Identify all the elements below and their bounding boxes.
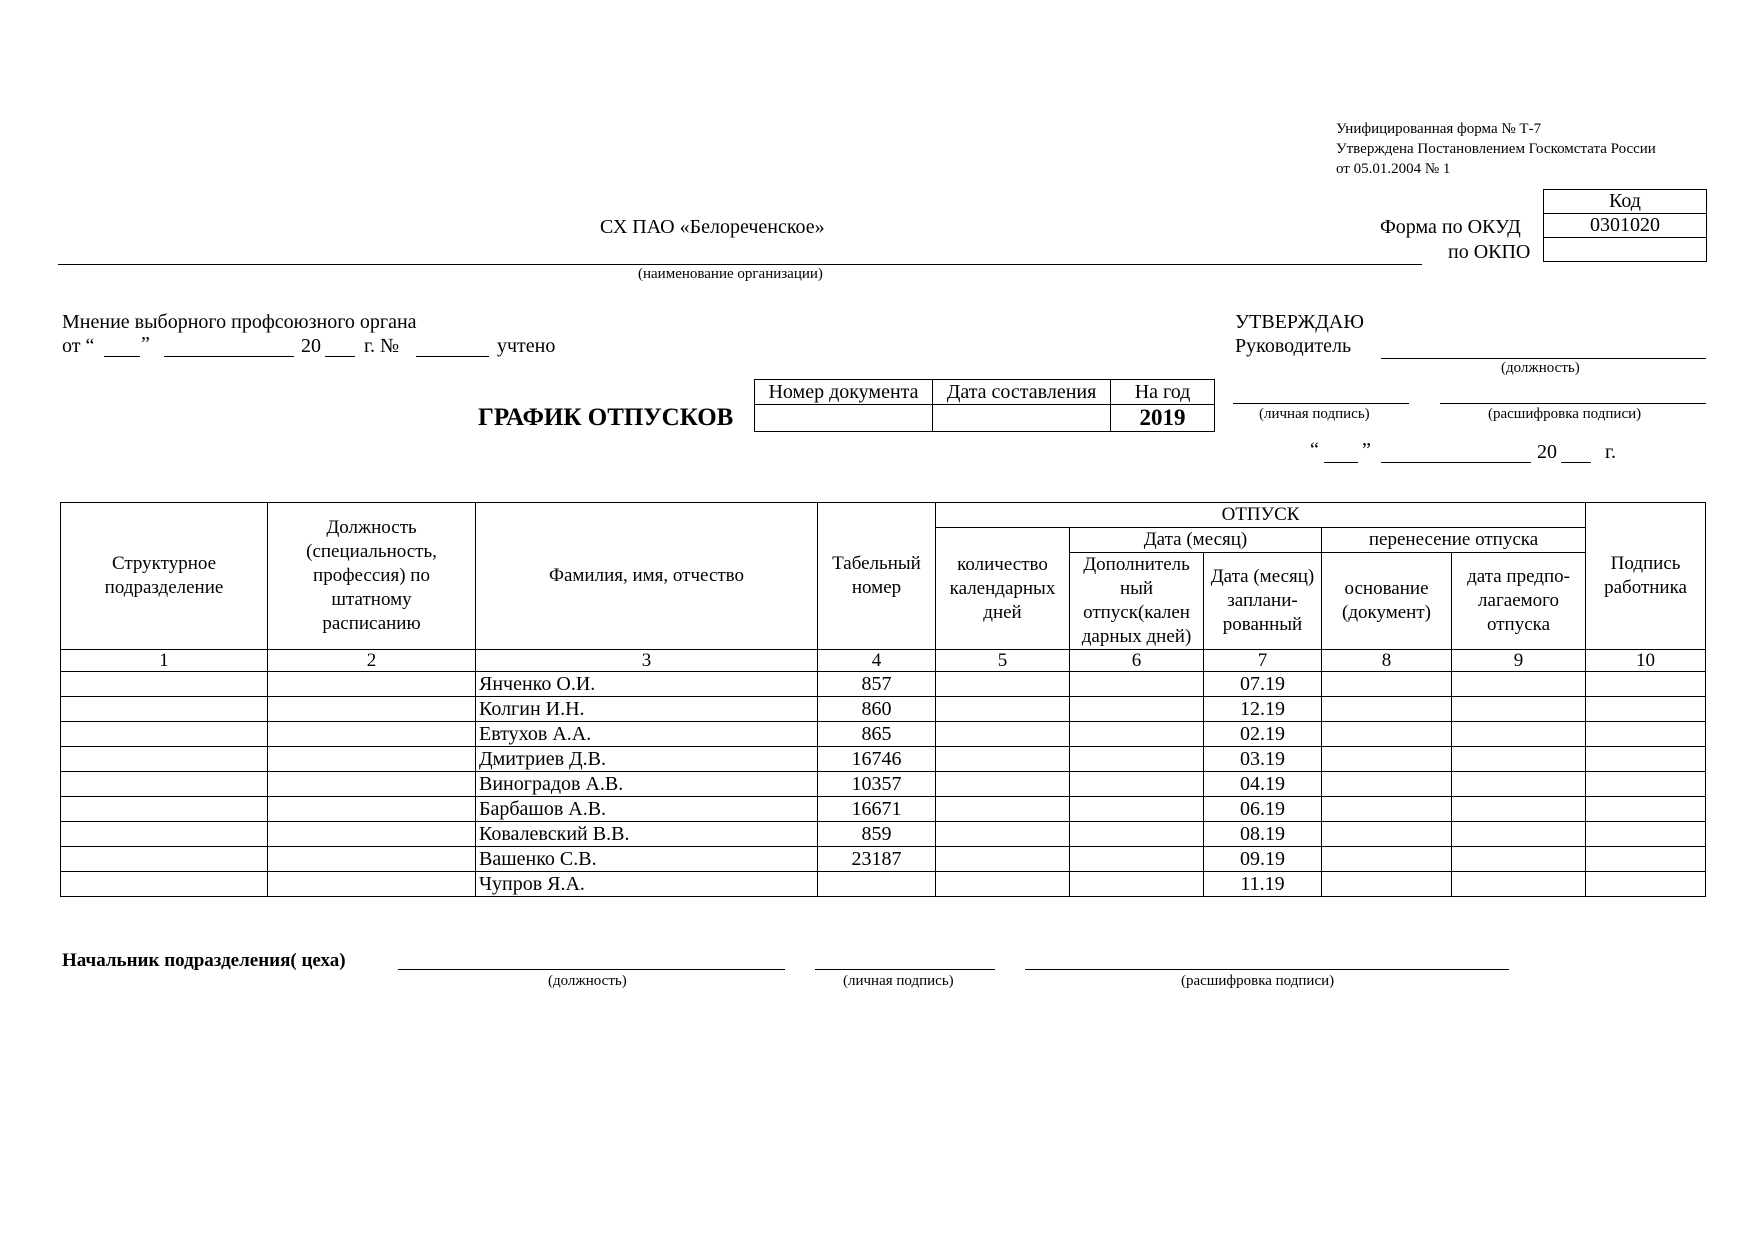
footer-decoding-caption: (расшифровка подписи) bbox=[1181, 973, 1335, 989]
cell-days bbox=[936, 772, 1070, 797]
document-header-table bbox=[754, 379, 1215, 432]
cell-reason bbox=[1322, 797, 1452, 822]
cell-reason bbox=[1322, 772, 1452, 797]
okpo-value bbox=[1544, 238, 1707, 262]
union-year-suffix: г. № bbox=[364, 335, 400, 357]
cell-planned: 09.19 bbox=[1204, 847, 1322, 872]
cell-tab-number: 23187 bbox=[818, 847, 936, 872]
doc-year-header: На год bbox=[1111, 380, 1215, 405]
table-row bbox=[61, 747, 1706, 772]
approval-year-line bbox=[1561, 462, 1591, 463]
cell-unit bbox=[61, 672, 268, 697]
cell-reason bbox=[1322, 847, 1452, 872]
cell-tab-number: 865 bbox=[818, 722, 936, 747]
approval-day-line bbox=[1324, 462, 1358, 463]
column-number: 9 bbox=[1452, 650, 1586, 672]
cell-fio: Янченко О.И. bbox=[476, 672, 818, 697]
cell-planned: 08.19 bbox=[1204, 822, 1322, 847]
cell-tab-number: 16671 bbox=[818, 797, 936, 822]
approval-title: УТВЕРЖДАЮ bbox=[1235, 311, 1364, 333]
cell-fio: Вашенко С.В. bbox=[476, 847, 818, 872]
cell-expected-date bbox=[1452, 872, 1586, 897]
cell-additional bbox=[1070, 672, 1204, 697]
cell-signature bbox=[1586, 822, 1706, 847]
column-number: 3 bbox=[476, 650, 818, 672]
doc-year-value: 2019 bbox=[1111, 405, 1215, 432]
form-header-line2: Утверждена Постановлением Госкомстата России bbox=[1336, 141, 1656, 157]
table-row bbox=[61, 797, 1706, 822]
footer-signature-line bbox=[815, 969, 995, 970]
cell-signature bbox=[1586, 772, 1706, 797]
cell-reason bbox=[1322, 672, 1452, 697]
union-number-line bbox=[416, 356, 489, 357]
column-number: 6 bbox=[1070, 650, 1204, 672]
footer-signature-caption: (личная подпись) bbox=[843, 973, 954, 989]
union-opinion-from: от “ bbox=[62, 335, 95, 357]
union-year-prefix: 20 bbox=[301, 335, 321, 357]
form-header bbox=[1336, 119, 1656, 179]
header-reason: основание (документ) bbox=[1322, 553, 1452, 650]
cell-fio: Ковалевский В.В. bbox=[476, 822, 818, 847]
header-vacation: ОТПУСК bbox=[936, 503, 1586, 528]
column-number: 4 bbox=[818, 650, 936, 672]
okpo-label: по ОКПО bbox=[1448, 241, 1531, 263]
doc-date-header: Дата составления bbox=[933, 380, 1111, 405]
header-signature: Подпись работника bbox=[1586, 503, 1706, 650]
cell-days bbox=[936, 722, 1070, 747]
approval-position-line bbox=[1381, 358, 1706, 359]
approval-year-suffix: г. bbox=[1605, 441, 1616, 463]
cell-tab-number: 860 bbox=[818, 697, 936, 722]
cell-signature bbox=[1586, 872, 1706, 897]
approval-head: Руководитель bbox=[1235, 335, 1352, 357]
cell-expected-date bbox=[1452, 747, 1586, 772]
cell-fio: Чупров Я.А. bbox=[476, 872, 818, 897]
cell-days bbox=[936, 797, 1070, 822]
cell-unit bbox=[61, 747, 268, 772]
cell-additional bbox=[1070, 747, 1204, 772]
cell-position bbox=[268, 772, 476, 797]
header-expected-date: дата предпо-лагаемого отпуска bbox=[1452, 553, 1586, 650]
cell-signature bbox=[1586, 672, 1706, 697]
cell-tab-number: 16746 bbox=[818, 747, 936, 772]
cell-expected-date bbox=[1452, 772, 1586, 797]
codes-table bbox=[1543, 189, 1707, 262]
cell-signature bbox=[1586, 697, 1706, 722]
header-position: Должность (специальность, профессия) по штатному расписанию bbox=[268, 503, 476, 650]
cell-fio: Виноградов А.В. bbox=[476, 772, 818, 797]
cell-additional bbox=[1070, 872, 1204, 897]
cell-reason bbox=[1322, 747, 1452, 772]
doc-number-header: Номер документа bbox=[755, 380, 933, 405]
cell-reason bbox=[1322, 822, 1452, 847]
cell-expected-date bbox=[1452, 672, 1586, 697]
column-number: 5 bbox=[936, 650, 1070, 672]
table-row bbox=[61, 697, 1706, 722]
union-month-line bbox=[164, 356, 294, 357]
union-opinion-title: Мнение выборного профсоюзного органа bbox=[62, 311, 417, 333]
okud-label: Форма по ОКУД bbox=[1380, 216, 1521, 238]
footer-position-line bbox=[398, 969, 785, 970]
cell-fio: Евтухов А.А. bbox=[476, 722, 818, 747]
cell-expected-date bbox=[1452, 697, 1586, 722]
cell-position bbox=[268, 747, 476, 772]
cell-reason bbox=[1322, 872, 1452, 897]
cell-unit bbox=[61, 872, 268, 897]
cell-unit bbox=[61, 772, 268, 797]
table-row bbox=[61, 672, 1706, 697]
cell-position bbox=[268, 672, 476, 697]
union-accounted: учтено bbox=[497, 335, 556, 357]
cell-planned: 11.19 bbox=[1204, 872, 1322, 897]
organization-name: СХ ПАО «Белореченское» bbox=[600, 216, 825, 238]
cell-additional bbox=[1070, 847, 1204, 872]
header-tab-number: Табельный номер bbox=[818, 503, 936, 650]
footer-label: Начальник подразделения( цеха) bbox=[62, 950, 346, 971]
cell-fio: Барбашов А.В. bbox=[476, 797, 818, 822]
cell-signature bbox=[1586, 797, 1706, 822]
footer-position-caption: (должность) bbox=[548, 973, 627, 989]
cell-planned: 03.19 bbox=[1204, 747, 1322, 772]
cell-position bbox=[268, 847, 476, 872]
cell-tab-number: 10357 bbox=[818, 772, 936, 797]
header-unit: Структурное подразделение bbox=[61, 503, 268, 650]
column-numbers-row bbox=[61, 650, 1706, 672]
cell-reason bbox=[1322, 697, 1452, 722]
cell-position bbox=[268, 797, 476, 822]
cell-days bbox=[936, 747, 1070, 772]
column-number: 8 bbox=[1322, 650, 1452, 672]
column-number: 2 bbox=[268, 650, 476, 672]
cell-unit bbox=[61, 847, 268, 872]
vacation-schedule-table bbox=[60, 502, 1706, 897]
cell-days bbox=[936, 872, 1070, 897]
approval-month-line bbox=[1381, 462, 1531, 463]
cell-fio: Колгин И.Н. bbox=[476, 697, 818, 722]
cell-planned: 04.19 bbox=[1204, 772, 1322, 797]
organization-line bbox=[58, 264, 1422, 265]
cell-signature bbox=[1586, 722, 1706, 747]
cell-position bbox=[268, 822, 476, 847]
approval-year-prefix: 20 bbox=[1537, 441, 1557, 463]
cell-signature bbox=[1586, 747, 1706, 772]
header-date-group: Дата (месяц) bbox=[1070, 528, 1322, 553]
doc-date-value bbox=[933, 405, 1111, 432]
cell-days bbox=[936, 672, 1070, 697]
cell-planned: 06.19 bbox=[1204, 797, 1322, 822]
union-day-line bbox=[104, 356, 140, 357]
cell-expected-date bbox=[1452, 797, 1586, 822]
table-row bbox=[61, 872, 1706, 897]
cell-additional bbox=[1070, 822, 1204, 847]
table-row bbox=[61, 772, 1706, 797]
table-row bbox=[61, 847, 1706, 872]
approval-decoding-line bbox=[1440, 403, 1706, 404]
cell-tab-number: 857 bbox=[818, 672, 936, 697]
cell-position bbox=[268, 872, 476, 897]
cell-additional bbox=[1070, 722, 1204, 747]
cell-fio: Дмитриев Д.В. bbox=[476, 747, 818, 772]
cell-planned: 07.19 bbox=[1204, 672, 1322, 697]
footer-decoding-line bbox=[1025, 969, 1509, 970]
form-header-line3: от 05.01.2004 № 1 bbox=[1336, 161, 1451, 177]
cell-additional bbox=[1070, 797, 1204, 822]
cell-expected-date bbox=[1452, 822, 1586, 847]
organization-caption: (наименование организации) bbox=[638, 266, 823, 282]
approval-signature-line bbox=[1233, 403, 1409, 404]
cell-tab-number: 859 bbox=[818, 822, 936, 847]
approval-position-caption: (должность) bbox=[1501, 360, 1580, 376]
header-days: количество календарных дней bbox=[936, 528, 1070, 650]
form-header-line1: Унифицированная форма № Т-7 bbox=[1336, 121, 1542, 137]
cell-unit bbox=[61, 822, 268, 847]
cell-days bbox=[936, 822, 1070, 847]
header-additional: Дополнитель ный отпуск(кален дарных дней) bbox=[1070, 553, 1204, 650]
union-quote-close: ” bbox=[141, 333, 150, 355]
cell-unit bbox=[61, 697, 268, 722]
cell-expected-date bbox=[1452, 722, 1586, 747]
cell-days bbox=[936, 847, 1070, 872]
cell-unit bbox=[61, 797, 268, 822]
document-title: ГРАФИК ОТПУСКОВ bbox=[478, 404, 734, 431]
table-row bbox=[61, 722, 1706, 747]
cell-unit bbox=[61, 722, 268, 747]
approval-decoding-caption: (расшифровка подписи) bbox=[1488, 406, 1642, 422]
doc-number-value bbox=[755, 405, 933, 432]
approval-signature-caption: (личная подпись) bbox=[1259, 406, 1370, 422]
table-row bbox=[61, 822, 1706, 847]
cell-additional bbox=[1070, 697, 1204, 722]
column-number: 1 bbox=[61, 650, 268, 672]
codes-header: Код bbox=[1544, 190, 1707, 214]
approval-quote-close: ” bbox=[1362, 439, 1371, 461]
header-fio: Фамилия, имя, отчество bbox=[476, 503, 818, 650]
cell-expected-date bbox=[1452, 847, 1586, 872]
cell-position bbox=[268, 697, 476, 722]
union-year-line bbox=[325, 356, 355, 357]
cell-additional bbox=[1070, 772, 1204, 797]
cell-planned: 12.19 bbox=[1204, 697, 1322, 722]
cell-reason bbox=[1322, 722, 1452, 747]
approval-quote-open: “ bbox=[1310, 439, 1319, 461]
okud-value: 0301020 bbox=[1544, 214, 1707, 238]
header-transfer-group: перенесение отпуска bbox=[1322, 528, 1586, 553]
column-number: 7 bbox=[1204, 650, 1322, 672]
column-number: 10 bbox=[1586, 650, 1706, 672]
cell-position bbox=[268, 722, 476, 747]
cell-planned: 02.19 bbox=[1204, 722, 1322, 747]
cell-signature bbox=[1586, 847, 1706, 872]
cell-tab-number bbox=[818, 872, 936, 897]
cell-days bbox=[936, 697, 1070, 722]
header-planned: Дата (месяц) заплани-рованный bbox=[1204, 553, 1322, 650]
